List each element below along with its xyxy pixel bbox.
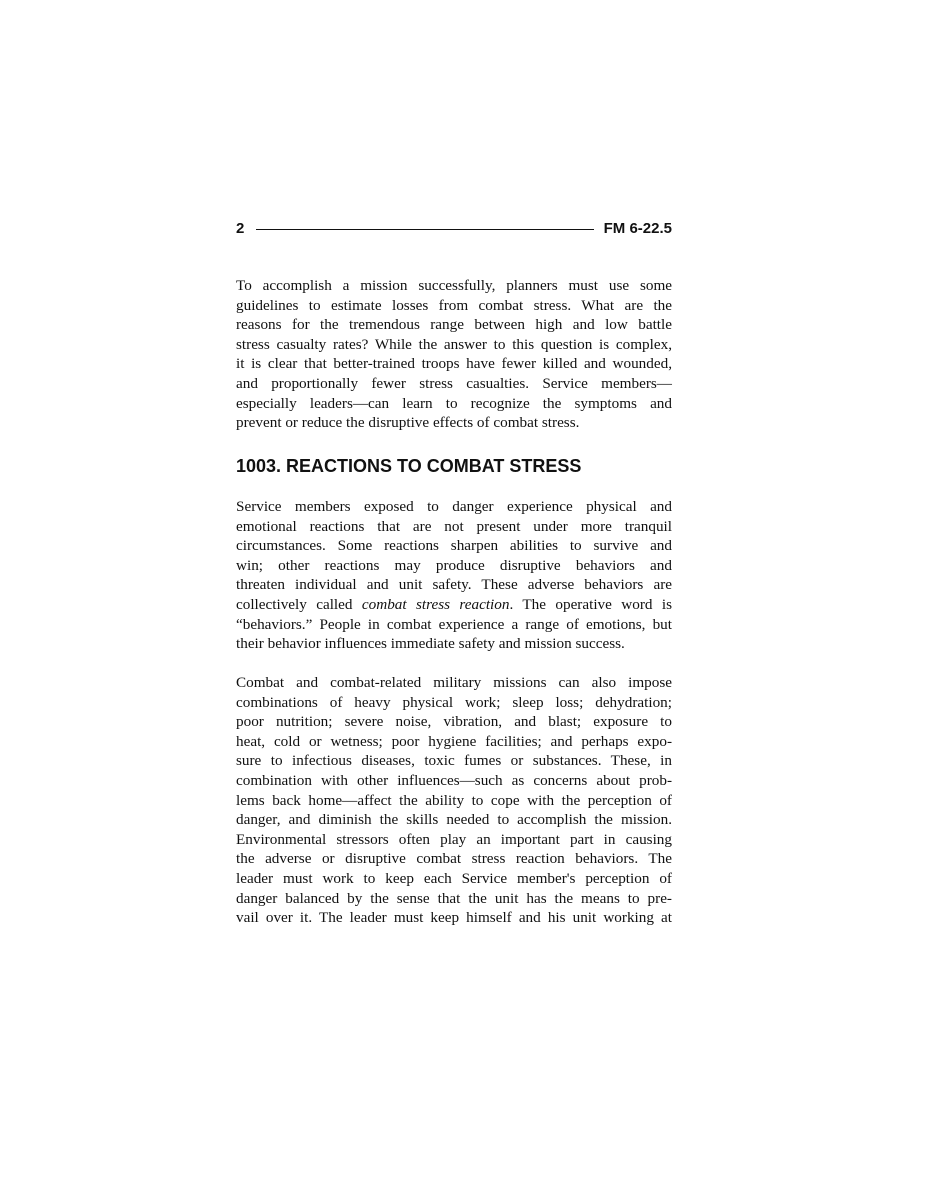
- text-line: the adverse or disruptive combat stress reaction behaviors. The: [236, 850, 672, 868]
- text-line: leader must work to keep each Service member's perception of: [236, 869, 672, 887]
- text-segment: . The operative word is: [509, 595, 673, 613]
- text-line: To accomplish a mission successfully, planners must use some: [236, 277, 672, 294]
- text-line: it is clear that better-trained troops have fewer killed and wounded,: [236, 355, 672, 373]
- paragraph-planning-guidelines: [236, 276, 672, 433]
- text-line: prevent or reduce the disruptive effects of combat stress.: [236, 414, 580, 432]
- text-line-with-emphasis: [236, 595, 672, 615]
- paragraph-environmental-stressors: [236, 673, 672, 928]
- text-line: threaten individual and unit safety. These adverse behaviors are: [236, 576, 672, 594]
- text-line: danger balanced by the sense that the unit has the means to pre-: [236, 889, 672, 907]
- text-line: Combat and combat-related military missions can also impose: [236, 674, 672, 691]
- text-line: danger, and diminish the skills needed to accomplish the mission.: [236, 811, 672, 829]
- text-line: heat, cold or wetness; poor hygiene facilities; and perhaps expo-: [236, 732, 672, 750]
- text-segment: collectively called: [236, 595, 362, 613]
- text-line: combination with other influences—such as concerns about prob-: [236, 771, 672, 789]
- emphasized-term: combat stress reaction: [361, 595, 510, 613]
- text-line: especially leaders—can learn to recognize the symptoms and: [236, 394, 672, 412]
- page-number: 2: [236, 219, 245, 237]
- text-line: poor nutrition; severe noise, vibration, and blast; exposure to: [236, 713, 672, 731]
- text-line: lems back home—affect the ability to cope with the perception of: [236, 791, 672, 809]
- header-rule: [256, 229, 593, 230]
- text-line: and proportionally fewer stress casualties. Service members—: [236, 374, 672, 392]
- text-line: combinations of heavy physical work; sleep loss; dehydration;: [236, 693, 672, 711]
- section-heading: 1003. REACTIONS TO COMBAT STRESS: [236, 456, 582, 476]
- text-line: Service members exposed to danger experience physical and: [236, 498, 672, 515]
- paragraph-reactions: [236, 497, 672, 654]
- text-line: vail over it. The leader must keep himself and his unit working at: [236, 909, 672, 927]
- text-line: their behavior influences immediate safety and mission success.: [236, 635, 625, 653]
- text-line: Environmental stressors often play an important part in causing: [236, 830, 672, 848]
- text-line: win; other reactions may produce disruptive behaviors and: [236, 556, 672, 574]
- text-line: emotional reactions that are not present under more tranquil: [236, 517, 672, 535]
- text-line: stress casualty rates? While the answer to this question is complex,: [236, 335, 672, 353]
- text-line: circumstances. Some reactions sharpen abilities to survive and: [236, 537, 672, 555]
- document-id: FM 6-22.5: [603, 219, 672, 237]
- text-line: sure to infectious diseases, toxic fumes or substances. These, in: [236, 752, 672, 770]
- text-line: reasons for the tremendous range between high and low battle: [236, 316, 672, 334]
- text-line: “behaviors.” People in combat experience a range of emotions, but: [236, 615, 672, 633]
- text-line: guidelines to estimate losses from combat stress. What are the: [236, 296, 672, 314]
- running-head: [236, 217, 672, 239]
